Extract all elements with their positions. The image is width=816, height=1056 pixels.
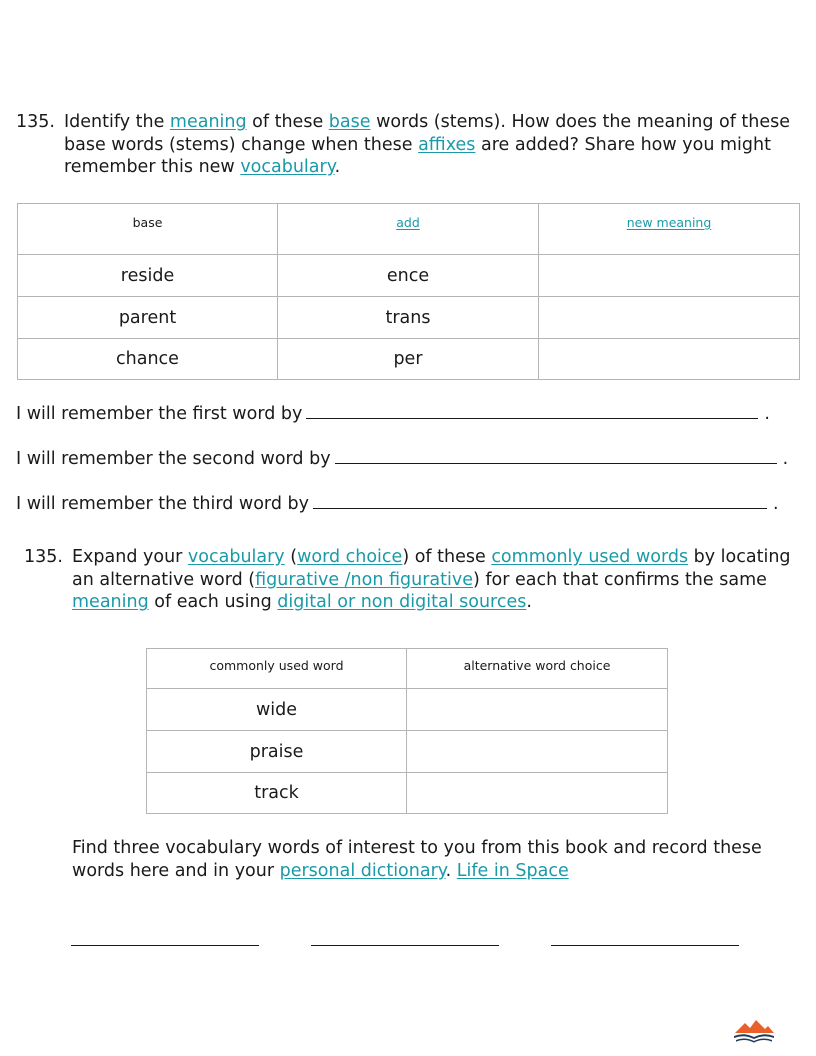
link-figurative[interactable]: figurative /non figurative bbox=[255, 569, 473, 590]
vocab-word-blank-1[interactable] bbox=[71, 945, 259, 946]
link-meaning[interactable]: meaning bbox=[169, 112, 247, 132]
table-row bbox=[147, 689, 668, 731]
alternative-word-cell[interactable] bbox=[407, 689, 668, 731]
affix-cell: trans bbox=[278, 297, 539, 339]
link-life-in-space[interactable]: Life in Space bbox=[456, 860, 569, 881]
link-commonly-used-words[interactable]: commonly used words bbox=[491, 547, 689, 567]
remember-first-label: I will remember the first word by bbox=[16, 404, 303, 424]
remember-second-line: I will remember the second word by . bbox=[16, 449, 789, 469]
question-1-text: Identify the meaning of these base words (stems). How does the meaning of these base words (stems) change when these affixes are added? Share how you might remember this new vocabulary. bbox=[64, 112, 791, 177]
question-1-number: 135. bbox=[16, 112, 55, 132]
common-word-cell: wide bbox=[147, 689, 407, 731]
header-alternative-word-choice: alternative word choice bbox=[407, 649, 668, 689]
question-2-number: 135. bbox=[24, 547, 63, 567]
header-base: base bbox=[18, 204, 278, 255]
base-cell: reside bbox=[18, 255, 278, 297]
link-word-choice[interactable]: word choice bbox=[297, 547, 403, 567]
vocab-word-blank-3[interactable] bbox=[551, 945, 739, 946]
remember-third-line: I will remember the third word by . bbox=[16, 494, 779, 514]
common-word-cell: praise bbox=[147, 731, 407, 773]
table-row bbox=[18, 297, 800, 339]
link-vocabulary-2[interactable]: vocabulary bbox=[187, 547, 285, 567]
answer-blank-third[interactable] bbox=[313, 492, 767, 509]
vocab-word-blank-2[interactable] bbox=[311, 945, 499, 946]
link-digital-sources[interactable]: digital or non digital sources bbox=[277, 592, 527, 612]
new-meaning-cell[interactable] bbox=[539, 255, 800, 297]
link-affixes[interactable]: affixes bbox=[418, 134, 476, 155]
remember-third-label: I will remember the third word by bbox=[16, 494, 309, 514]
affix-cell: ence bbox=[278, 255, 539, 297]
table-row bbox=[147, 773, 668, 814]
link-meaning-2[interactable]: meaning bbox=[72, 592, 149, 612]
link-vocabulary[interactable]: vocabulary bbox=[240, 157, 335, 177]
table-row bbox=[147, 731, 668, 773]
remember-second-label: I will remember the second word by bbox=[16, 449, 331, 469]
base-words-table bbox=[17, 203, 800, 380]
affix-cell: per bbox=[278, 339, 539, 380]
header-commonly-used-word: commonly used word bbox=[147, 649, 407, 689]
table-header-row bbox=[147, 649, 668, 689]
mountain-book-logo-icon bbox=[732, 1016, 776, 1048]
find-words-instructions: Find three vocabulary words of interest to you from this book and record these words here and in your personal dictionary. Life in Space bbox=[72, 838, 762, 881]
remember-first-line: I will remember the first word by . bbox=[16, 404, 770, 424]
table-row bbox=[18, 255, 800, 297]
header-add-link[interactable]: add bbox=[396, 215, 420, 230]
question-2-text: Expand your vocabulary (word choice) of these commonly used words by locating an alternative word (figurative /non figurative) for each that confirms the same meaning of each using digital or non digital sources. bbox=[72, 547, 791, 612]
answer-blank-first[interactable] bbox=[306, 402, 758, 419]
table-header-row bbox=[18, 204, 800, 255]
base-cell: parent bbox=[18, 297, 278, 339]
link-personal-dictionary[interactable]: personal dictionary bbox=[279, 860, 446, 881]
base-cell: chance bbox=[18, 339, 278, 380]
table-row bbox=[18, 339, 800, 380]
common-word-cell: track bbox=[147, 773, 407, 814]
common-words-table bbox=[146, 648, 668, 814]
answer-blank-second[interactable] bbox=[335, 447, 777, 464]
header-new-meaning-link[interactable]: new meaning bbox=[626, 215, 712, 230]
alternative-word-cell[interactable] bbox=[407, 731, 668, 773]
link-base[interactable]: base bbox=[328, 112, 371, 132]
alternative-word-cell[interactable] bbox=[407, 773, 668, 814]
new-meaning-cell[interactable] bbox=[539, 297, 800, 339]
new-meaning-cell[interactable] bbox=[539, 339, 800, 380]
